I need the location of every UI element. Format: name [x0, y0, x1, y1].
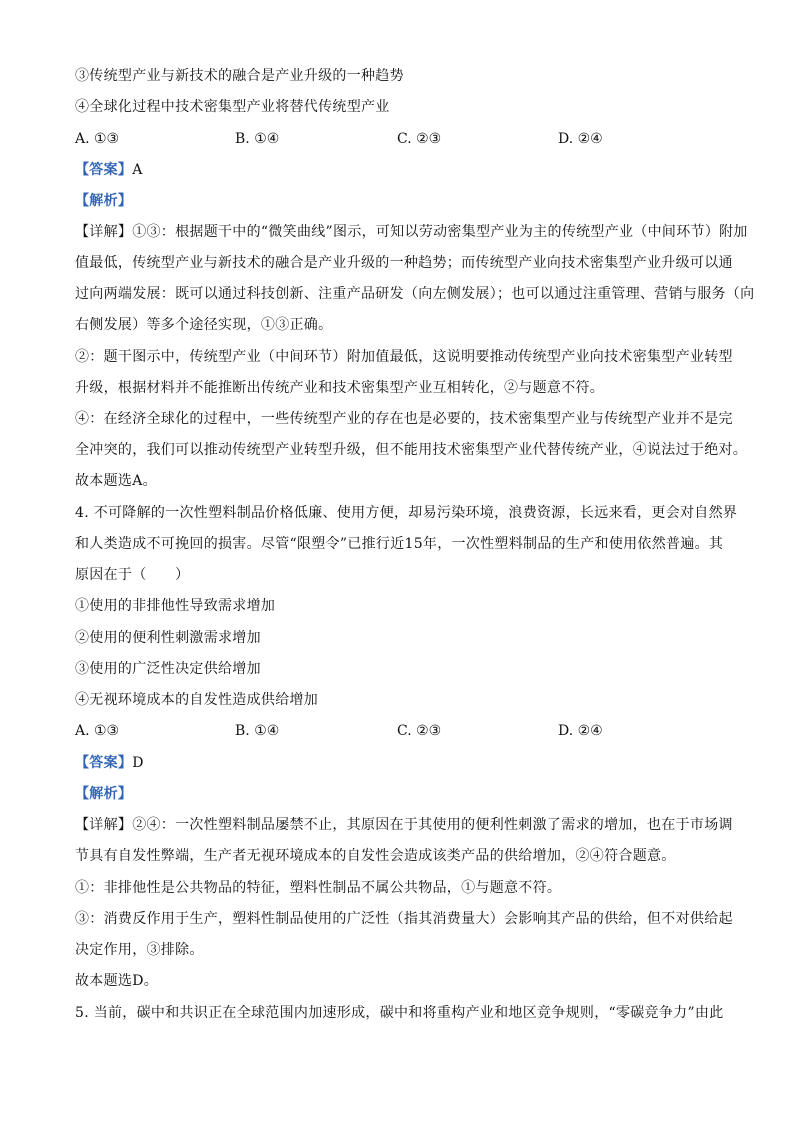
q4-detail-line: 节具有自发性弊端，生产者无视环境成本的自发性会造成该类产品的供给增加，②④符合题意。 [75, 848, 676, 864]
q3-choice-c: C. ②③ [397, 131, 442, 147]
q4-option-2: ②使用的便利性刺激需求增加 [75, 630, 261, 646]
q3-detail-line: 升级，根据材料并不能推断出传统产业和技术密集型产业互相转化，②与题意不符。 [75, 380, 605, 396]
q4-option-1: ①使用的非排他性导致需求增加 [75, 598, 276, 614]
q4-stem-line: 4. 不可降解的一次性塑料制品价格低廉、使用方便，却易污染环境，浪费资源，长远来看，更会对自然界 [75, 505, 738, 521]
q3-detail-line: 右侧发展）等多个途径实现，①③正确。 [75, 317, 333, 333]
q4-detail-line: ③：消费反作用于生产，塑料性制品使用的广泛性（指其消费量大）会影响其产品的供给，但不对供给起 [75, 911, 733, 927]
q3-choice-b: B. ①④ [235, 131, 280, 147]
answer-tag: 【答案】 [75, 162, 133, 178]
q4-analysis [75, 784, 725, 804]
q3-answer [75, 160, 725, 180]
analysis-tag: 【解析】 [75, 786, 133, 802]
q4-choice-c: C. ②③ [397, 723, 442, 739]
answer-tag: 【答案】 [75, 755, 133, 771]
q4-choice-b: B. ①④ [235, 723, 280, 739]
q3-detail-line: ④：在经济全球化的过程中，一些传统型产业的存在也是必要的，技术密集型产业与传统型产业并不是完 [75, 411, 733, 427]
answer-value: A [132, 162, 143, 178]
q4-detail-line: 【详解】②④：一次性塑料制品屡禁不止，其原因在于其使用的便利性刺激了需求的增加，也在于市场调 [75, 817, 733, 833]
q5-stem-line: 5. 当前，碳中和共识正在全球范围内加速形成，碳中和将重构产业和地区竞争规则，“零碳竞争力”由此 [75, 1005, 724, 1021]
q4-choice-a: A. ①③ [75, 723, 120, 739]
q4-detail-line: 决定作用，③排除。 [75, 942, 204, 958]
q3-detail-line: 故本题选A。 [75, 473, 157, 489]
q3-choice-d: D. ②④ [558, 131, 603, 147]
q3-choice-a: A. ①③ [75, 131, 120, 147]
q3-detail-line: ②：题干图示中，传统型产业（中间环节）附加值最低，这说明要推动传统型产业向技术密集型产业转型 [75, 349, 733, 365]
q4-answer [75, 753, 725, 773]
q3-detail-line: 过向两端发展：既可以通过科技创新、注重产品研发（向左侧发展）；也可以通过注重管理、营销与服务（向 [75, 286, 755, 302]
q3-detail-line: 值最低，传统型产业与新技术的融合是产业升级的一种趋势；而传统型产业向技术密集型产业升级可以通 [75, 255, 733, 271]
q4-stem-line: 和人类造成不可挽回的损害。尽管“限塑令”已推行近15年，一次性塑料制品的生产和使用依然普遍。其 [75, 536, 724, 552]
analysis-tag: 【解析】 [75, 193, 133, 209]
answer-value: D [132, 755, 144, 771]
detail-tag: 【详解】 [75, 817, 133, 833]
q3-analysis [75, 191, 725, 211]
q3-option-4: ④全球化过程中技术密集型产业将替代传统型产业 [75, 99, 390, 115]
q4-choice-d: D. ②④ [558, 723, 603, 739]
q4-detail-line: ①：非排他性是公共物品的特征，塑料性制品不属公共物品，①与题意不符。 [75, 880, 562, 896]
q4-stem-line: 原因在于（ ） [75, 567, 190, 583]
q3-option-3: ③传统型产业与新技术的融合是产业升级的一种趋势 [75, 68, 404, 84]
q3-detail-line: 全冲突的，我们可以推动传统型产业转型升级，但不能用技术密集型产业代替传统产业，④说法过于绝对。 [75, 442, 748, 458]
q3-detail-line: 【详解】①③：根据题干中的“微笑曲线”图示，可知以劳动密集型产业为主的传统型产业（中间环节）附加 [75, 224, 748, 240]
q4-option-4: ④无视环境成本的自发性造成供给增加 [75, 692, 319, 708]
q4-detail-line: 故本题选D。 [75, 973, 159, 989]
detail-tag: 【详解】 [75, 224, 133, 240]
q4-option-3: ③使用的广泛性决定供给增加 [75, 661, 261, 677]
